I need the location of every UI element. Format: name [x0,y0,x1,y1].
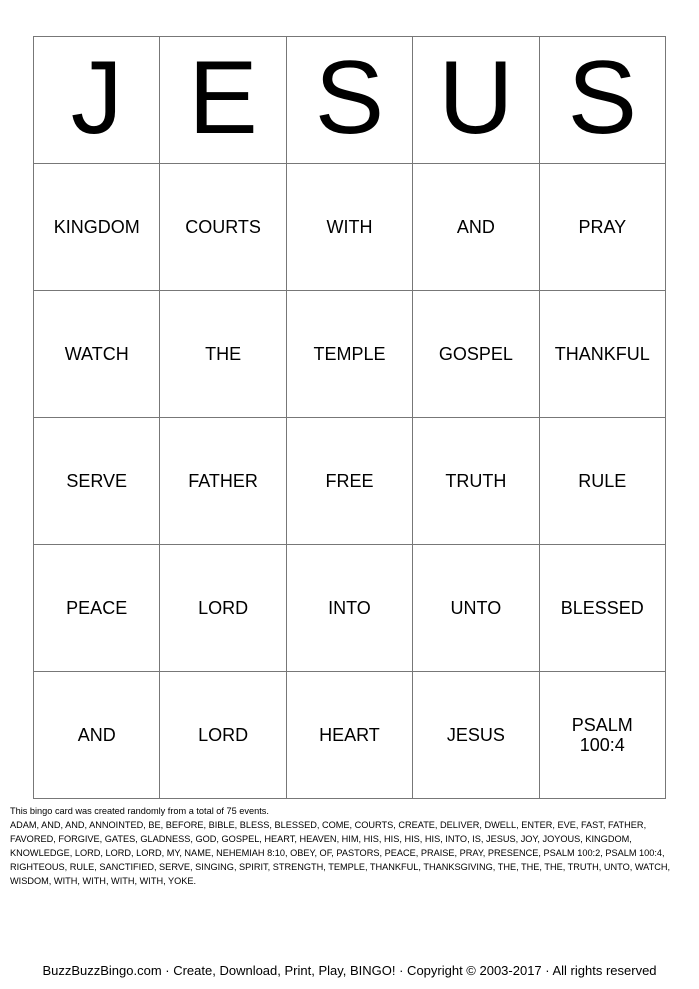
grid-cell [34,545,160,672]
footer-word-list: ADAM, AND, AND, ANNOINTED, BE, BEFORE, BIBLE, BLESS, BLESSED, COME, COURTS, CREATE, DELIVER, DWELL, ENTER, EVE, FAST, FATHER, FAVORED, FORGIVE, GATES, GLADNESS, GOD, GOSPEL, HEART, HEAVEN, HIM, HIS, HIS, HIS, HIS, INTO, IS, JESUS, JOY, JOYOUS, KINGDOM, KNOWLEDGE, LORD, LORD, LORD, MY, NAME, NEHEMIAH 8:10, OBEY, OF, PASTORS, PEACE, PRAISE, PRAY, PRESENCE, PSALM 100:2, PSALM 100:4, RIGHTEOUS, RULE, SANCTIFIED, SERVE, SINGING, SPIRIT, STRENGTH, TEMPLE, THANKFUL, THANKSGIVING, THE, THE, THE, TRUTH, UNTO, WATCH, WISDOM, WITH, WITH, WITH, WITH, YOKE. [10,820,671,886]
grid-cell [539,418,665,545]
grid-cell [539,672,665,799]
grid-cell [413,418,539,545]
header-row [34,37,666,164]
grid-cell [160,545,286,672]
grid-cell-text: TEMPLE [313,343,386,364]
grid-cell-text: THANKFUL [554,343,650,364]
grid-cell-text: FATHER [188,470,258,491]
grid-cell [413,672,539,799]
grid-cell [539,164,665,291]
grid-row [34,164,666,291]
grid-cell [413,291,539,418]
grid-cell-text: COURTS [185,216,261,237]
grid-cell [286,672,412,799]
grid-cell-text: FREE [325,470,374,491]
grid-cell-text: LORD [198,724,249,745]
grid-cell-text: GOSPEL [438,343,513,364]
grid-cell [286,164,412,291]
grid-cell-text: BLESSED [560,597,644,618]
grid-cell [34,164,160,291]
grid-cell [160,672,286,799]
header-letter: E [188,40,258,156]
grid-cell [413,164,539,291]
header-letter: J [70,40,123,156]
grid-cell [160,418,286,545]
header-cell [413,37,539,164]
grid-cell-text: JESUS [446,724,505,745]
grid-cell [34,672,160,799]
footer-note [10,804,690,888]
grid-cell-text: PRAY [578,216,627,237]
grid-cell-text: KINGDOM [53,216,140,237]
grid-cell [413,545,539,672]
grid-cell [286,418,412,545]
grid-cell-text: PEACE [66,597,128,618]
grid-row [34,291,666,418]
header-cell [160,37,286,164]
grid-cell [539,545,665,672]
grid-cell [286,545,412,672]
grid-row [34,545,666,672]
grid-row [34,418,666,545]
grid-cell-text: AND [77,724,116,745]
grid-cell-text: PSALM 100:4 [571,714,633,755]
grid-cell-text: HEART [319,724,380,745]
grid-cell-text: THE [205,343,242,364]
grid-cell-text: SERVE [66,470,128,491]
grid-row [34,672,666,799]
header-letter: U [438,40,514,156]
grid-cell-text: TRUTH [445,470,507,491]
grid-cell [34,418,160,545]
grid-cell [160,291,286,418]
grid-cell-text: INTO [328,597,371,618]
grid-cell-text: WITH [326,216,373,237]
grid-cell-text: AND [456,216,495,237]
grid-cell-text: LORD [198,597,249,618]
grid-cell [160,164,286,291]
grid-cell [34,291,160,418]
grid-cell [286,291,412,418]
footer-note-intro: This bingo card was created randomly from a total of 75 events. [10,806,269,816]
grid-cell [539,291,665,418]
header-cell [286,37,412,164]
grid-cell-text: RULE [578,470,627,491]
grid-cell-text: UNTO [450,597,502,618]
header-letter: S [567,40,637,156]
grid-cell-text: WATCH [64,343,129,364]
header-letter: S [314,40,385,156]
header-cell [34,37,160,164]
bingo-card [33,36,666,799]
credit-line: BuzzBuzzBingo.com · Create, Download, Print, Play, BINGO! · Copyright © 2003-2017 · All rights reserved [42,963,657,978]
header-cell [539,37,665,164]
